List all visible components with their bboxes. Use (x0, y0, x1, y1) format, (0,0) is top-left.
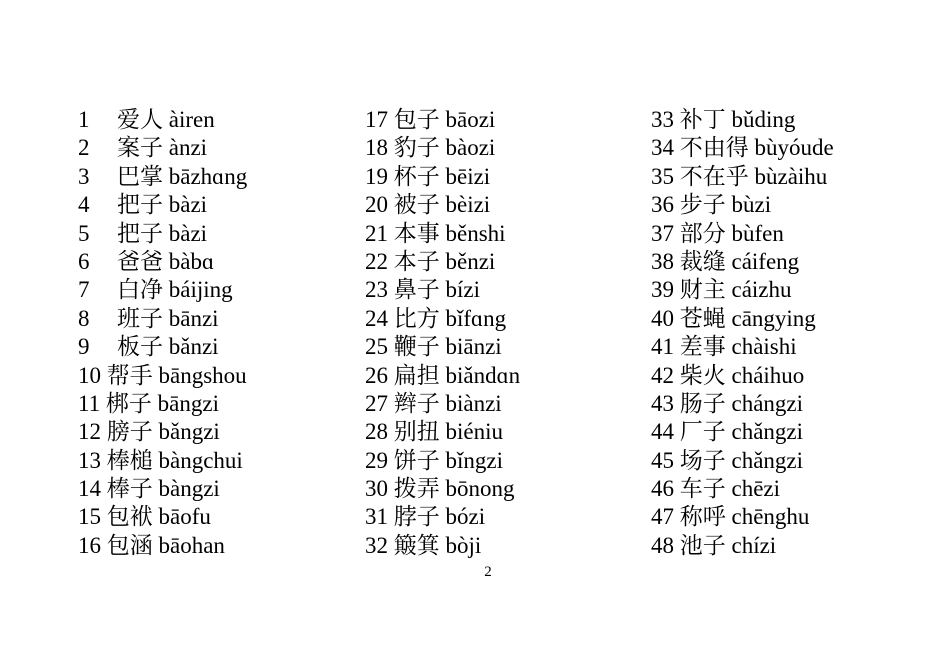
word-entry (78, 362, 348, 390)
entry-word: 别扭 biéniu (393, 419, 503, 445)
word-entry (651, 475, 921, 503)
entry-word: 车子 chēzi (679, 476, 781, 502)
entry-number: 19 (365, 163, 388, 189)
word-entry (78, 163, 348, 191)
entry-word: 包涵 bāohan (106, 532, 225, 558)
entry-number: 44 (651, 419, 674, 445)
entry-number: 45 (651, 447, 674, 473)
word-entry (365, 276, 635, 304)
entry-word: 不由得 bùyóude (679, 135, 834, 161)
entry-word: 巴掌 bāzhɑng (117, 163, 248, 189)
entry-number: 38 (651, 248, 674, 274)
entry-number: 40 (651, 305, 674, 331)
entry-word: 不在乎 bùzàihu (679, 163, 828, 189)
entry-word: 棒子 bàngzi (106, 476, 220, 502)
word-entry (78, 418, 348, 446)
word-entry (365, 305, 635, 333)
entry-word: 厂子 chǎngzi (679, 419, 804, 445)
entry-word: 鞭子 biānzi (393, 334, 502, 360)
entry-word: 财主 cáizhu (679, 277, 792, 303)
entry-number: 25 (365, 334, 388, 360)
entry-number: 7 (78, 277, 90, 303)
word-entry (78, 305, 348, 333)
word-entry (651, 390, 921, 418)
entry-number: 4 (78, 192, 90, 218)
entry-number: 35 (651, 163, 674, 189)
entry-word: 拨弄 bōnong (393, 476, 515, 502)
entry-number: 48 (651, 532, 674, 558)
word-entry (78, 106, 348, 134)
word-entry (651, 163, 921, 191)
entry-number: 3 (78, 163, 90, 189)
word-entry (651, 106, 921, 134)
word-entry (651, 418, 921, 446)
word-entry (78, 333, 348, 361)
word-entry (365, 390, 635, 418)
word-list-column-3 (651, 106, 921, 560)
entry-word: 棒槌 bàngchui (106, 447, 243, 473)
entry-word: 场子 chǎngzi (679, 447, 804, 473)
entry-word: 扁担 biǎndɑn (393, 362, 521, 388)
entry-word: 爱人 àiren (117, 107, 215, 132)
entry-number: 33 (651, 107, 674, 132)
entry-number: 26 (365, 362, 388, 388)
entry-word: 差事 chàishi (679, 334, 797, 360)
word-entry (651, 248, 921, 276)
entry-number: 41 (651, 334, 674, 360)
word-entry (78, 390, 348, 418)
entry-word: 爸爸 bàbɑ (117, 248, 214, 274)
word-entry (78, 248, 348, 276)
word-entry (365, 106, 635, 134)
entry-word: 柴火 cháihuo (679, 362, 805, 388)
word-entry (651, 276, 921, 304)
entry-number: 29 (365, 447, 388, 473)
entry-number: 10 (78, 362, 101, 388)
word-entry (78, 220, 348, 248)
entry-word: 把子 bàzi (117, 220, 208, 246)
word-entry (365, 475, 635, 503)
entry-word: 苍蝇 cāngying (679, 305, 816, 331)
entry-number: 22 (365, 248, 388, 274)
word-entry (78, 276, 348, 304)
entry-number: 23 (365, 277, 388, 303)
entry-word: 本子 běnzi (393, 248, 496, 274)
entry-number: 8 (78, 305, 90, 331)
word-entry (651, 134, 921, 162)
entry-number: 16 (78, 532, 101, 558)
word-entry (651, 447, 921, 475)
entry-number: 43 (651, 390, 674, 416)
entry-word: 班子 bānzi (117, 305, 219, 331)
entry-number: 34 (651, 135, 674, 161)
entry-number: 2 (78, 135, 90, 161)
word-entry (78, 134, 348, 162)
entry-word: 肠子 chángzi (679, 390, 804, 416)
entry-word: 辫子 biànzi (393, 390, 502, 416)
entry-word: 豹子 bàozi (393, 135, 496, 161)
word-list-column-2 (365, 106, 635, 560)
word-entry (651, 191, 921, 219)
word-entry (365, 503, 635, 531)
word-entry (651, 503, 921, 531)
entry-word: 比方 bǐfɑng (393, 305, 507, 331)
word-entry (365, 333, 635, 361)
entry-number: 17 (365, 107, 388, 132)
entry-number: 12 (78, 419, 101, 445)
entry-number: 36 (651, 192, 674, 218)
entry-word: 池子 chízi (679, 532, 777, 558)
entry-word: 饼子 bǐngzi (393, 447, 503, 473)
entry-number: 5 (78, 220, 90, 246)
entry-number: 9 (78, 334, 90, 360)
entry-number: 18 (365, 135, 388, 161)
word-entry (365, 447, 635, 475)
word-entry (365, 532, 635, 560)
entry-number: 30 (365, 476, 388, 502)
word-entry (651, 532, 921, 560)
word-entry (365, 191, 635, 219)
entry-word: 杯子 bēizi (393, 163, 491, 189)
entry-word: 脖子 bózi (393, 504, 486, 530)
entry-word: 部分 bùfen (679, 220, 784, 246)
word-entry (365, 163, 635, 191)
entry-word: 案子 ànzi (117, 135, 208, 161)
entry-word: 被子 bèizi (393, 192, 491, 218)
word-entry (78, 532, 348, 560)
entry-number: 24 (365, 305, 388, 331)
entry-word: 白净 báijing (117, 277, 233, 303)
entry-number: 14 (78, 476, 101, 502)
entry-word: 膀子 bǎngzi (106, 419, 220, 445)
entry-word: 簸箕 bòji (393, 532, 482, 558)
entry-word: 步子 bùzi (679, 192, 772, 218)
entry-number: 15 (78, 504, 101, 530)
word-entry (651, 362, 921, 390)
page-number: 2 (484, 564, 492, 580)
entry-number: 39 (651, 277, 674, 303)
word-entry (365, 134, 635, 162)
entry-word: 鼻子 bízi (393, 277, 480, 303)
word-entry (78, 503, 348, 531)
word-entry (365, 418, 635, 446)
entry-word: 板子 bǎnzi (117, 334, 219, 360)
entry-number: 46 (651, 476, 674, 502)
entry-word: 包袱 bāofu (106, 504, 211, 530)
word-entry (365, 248, 635, 276)
word-entry (365, 220, 635, 248)
entry-number: 28 (365, 419, 388, 445)
word-entry (365, 362, 635, 390)
entry-number: 11 (78, 390, 101, 416)
entry-number: 37 (651, 220, 674, 246)
entry-word: 裁缝 cáifeng (679, 248, 800, 274)
entry-word: 梆子 bāngzi (105, 390, 219, 416)
word-entry (651, 305, 921, 333)
entry-word: 包子 bāozi (393, 107, 496, 132)
entry-number: 27 (365, 390, 388, 416)
entry-number: 20 (365, 192, 388, 218)
entry-number: 13 (78, 447, 101, 473)
word-entry (78, 447, 348, 475)
entry-number: 32 (365, 532, 388, 558)
entry-number: 1 (78, 107, 90, 132)
entry-word: 称呼 chēnghu (679, 504, 810, 530)
word-entry (78, 191, 348, 219)
entry-number: 47 (651, 504, 674, 530)
entry-word: 把子 bàzi (117, 192, 208, 218)
entry-number: 42 (651, 362, 674, 388)
entry-number: 31 (365, 504, 388, 530)
word-entry (651, 220, 921, 248)
entry-number: 6 (78, 248, 90, 274)
word-entry (78, 475, 348, 503)
entry-number: 21 (365, 220, 388, 246)
word-entry (651, 333, 921, 361)
word-list-column-1 (78, 106, 348, 560)
entry-word: 本事 běnshi (393, 220, 506, 246)
entry-word: 补丁 bǔding (679, 107, 796, 132)
entry-word: 帮手 bāngshou (106, 362, 247, 388)
